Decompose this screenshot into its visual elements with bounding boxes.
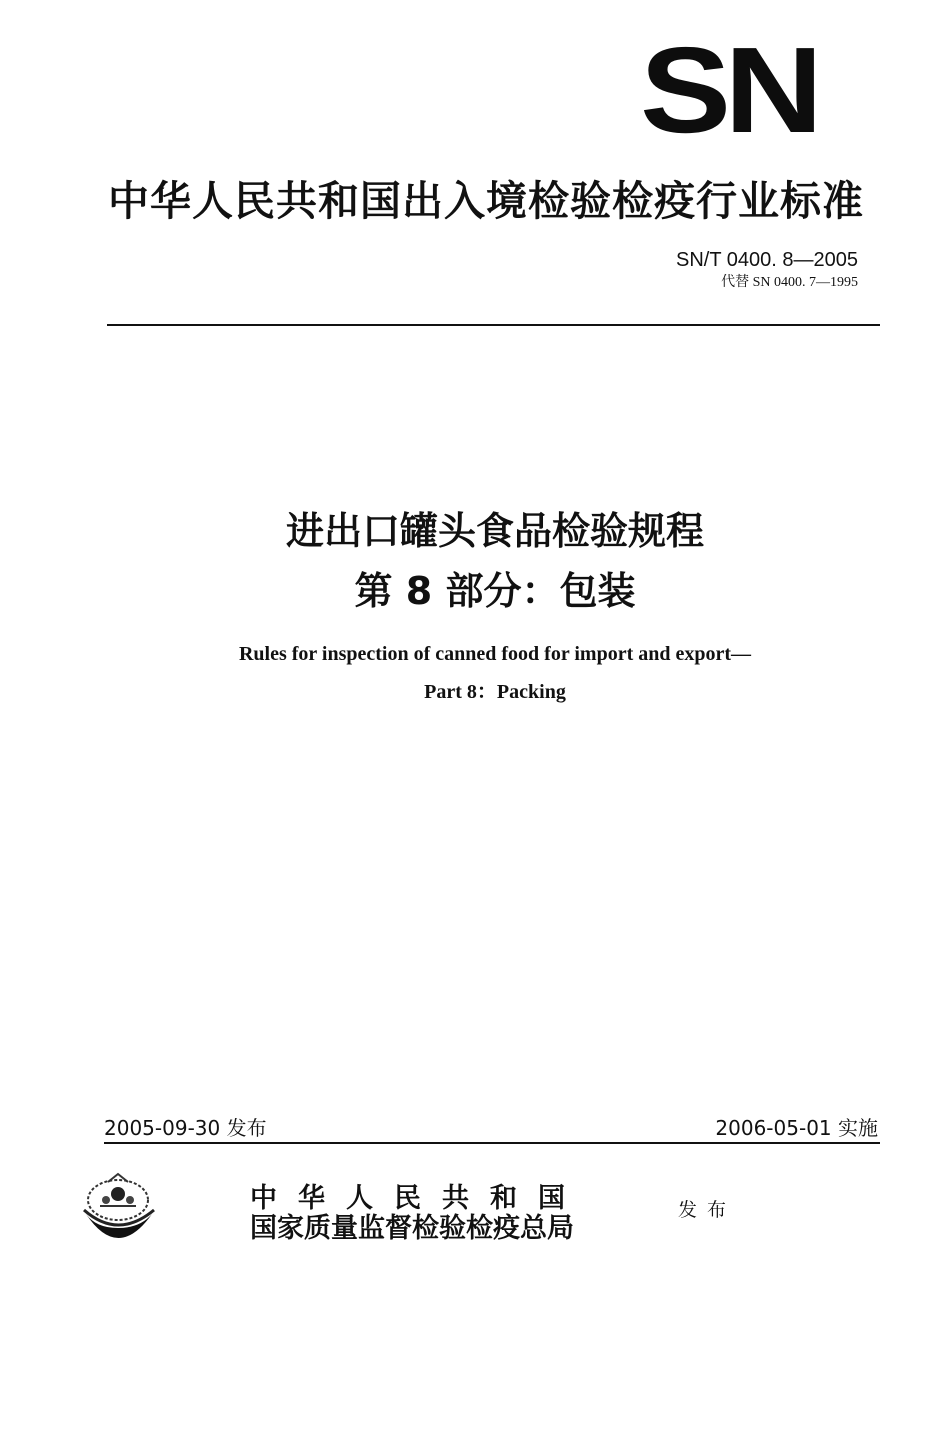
- header-divider: [107, 324, 880, 326]
- issuer-line2: 国家质量监督检验检疫总局: [250, 1213, 574, 1244]
- sn-logo: SN: [640, 22, 817, 158]
- national-emblem-icon: [78, 1170, 158, 1248]
- replaces-standard: 代替 SN 0400. 7—1995: [721, 275, 858, 290]
- title-english-line2: Part 8：Packing: [424, 681, 566, 703]
- standard-number: SN/T 0400. 8—2005: [676, 249, 858, 271]
- title-english-line1: Rules for inspection of canned food for import and export—: [238, 643, 752, 665]
- title-chinese-line1: 进出口罐头食品检验规程: [285, 509, 704, 553]
- issuer-line1: 中华人民共和国: [250, 1183, 586, 1214]
- title-chinese-line2: 第 8 部分：包装: [354, 569, 636, 613]
- issued-label: 发布: [678, 1199, 737, 1221]
- footer-divider: [104, 1142, 880, 1144]
- effective-date: 2006-05-01 实施: [715, 1116, 878, 1140]
- issue-date: 2005-09-30 发布: [104, 1116, 267, 1140]
- issuing-agency-heading: 中华人民共和国出入境检验检疫行业标准: [108, 177, 864, 225]
